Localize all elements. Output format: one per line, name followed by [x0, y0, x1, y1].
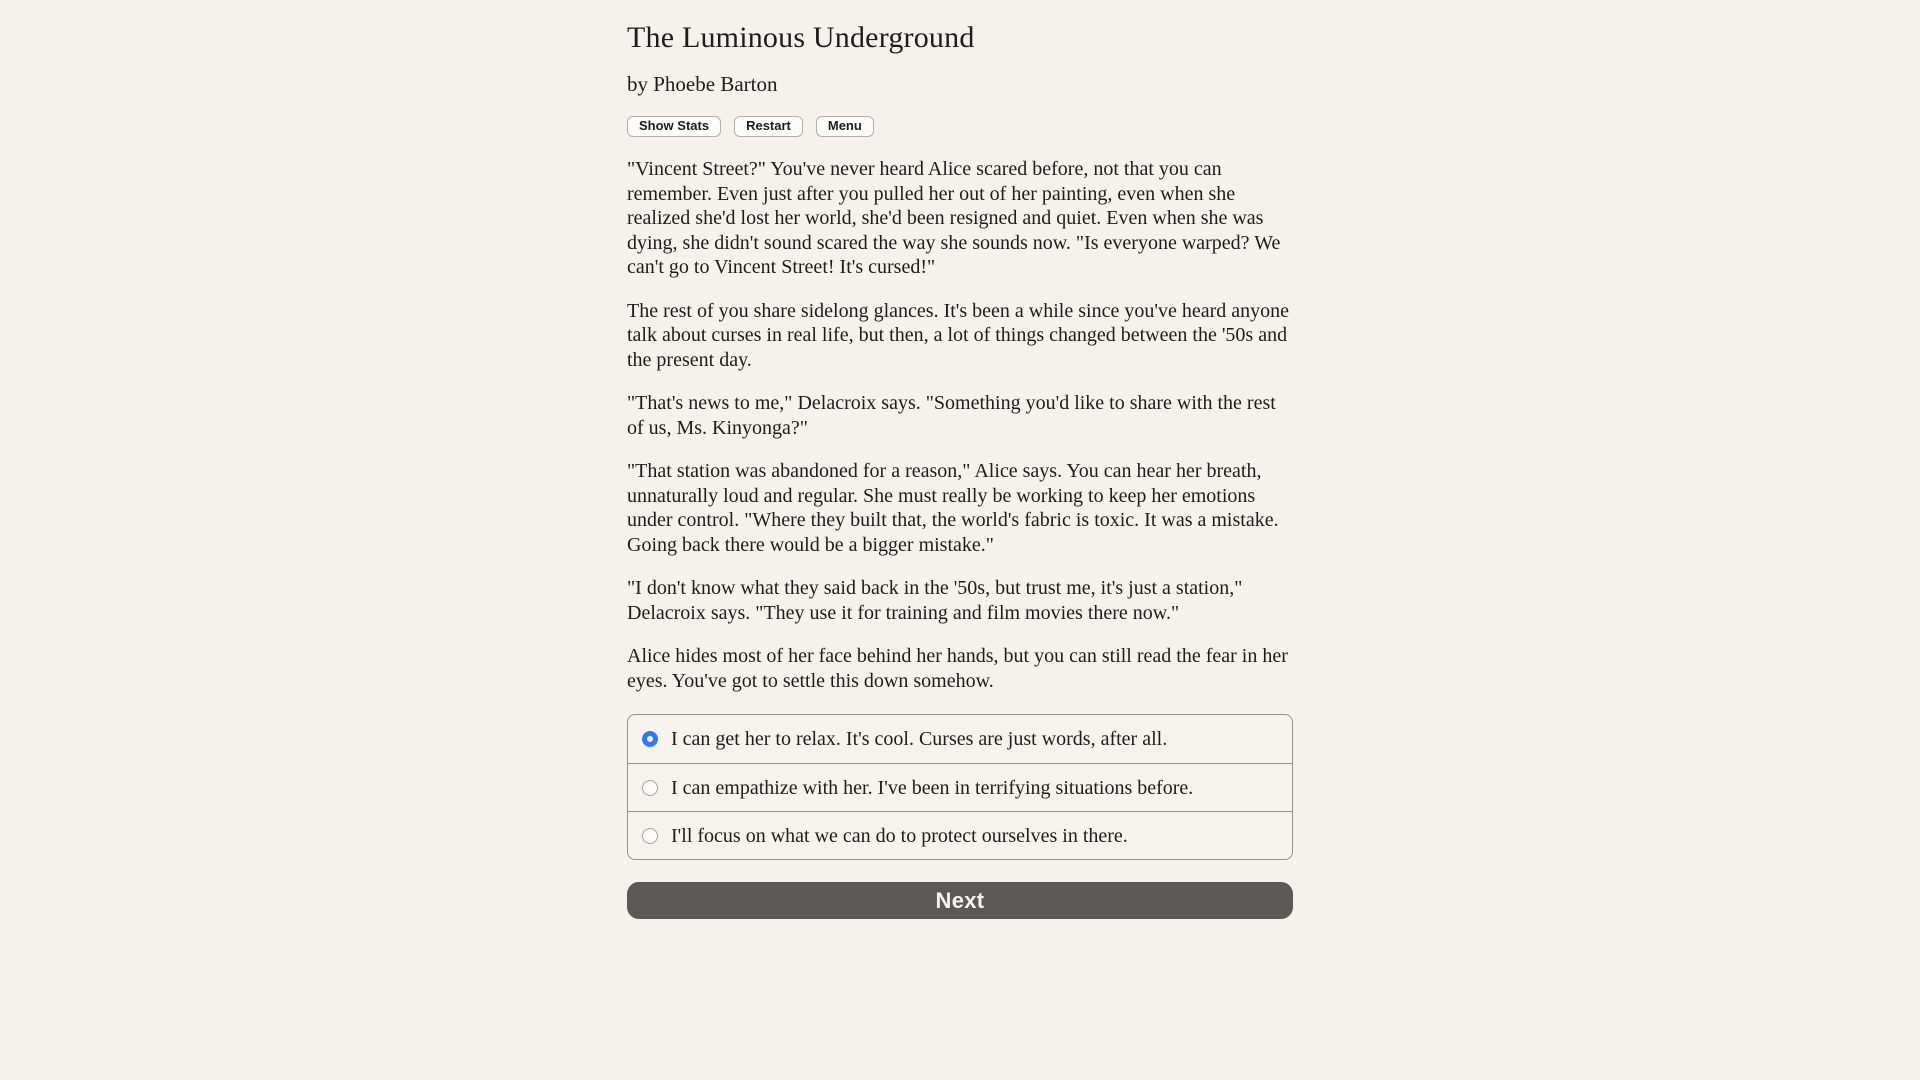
- choice-option-label: I'll focus on what we can do to protect ourselves in there.: [671, 824, 1128, 847]
- author-byline: by Phoebe Barton: [627, 72, 778, 96]
- choice-list: [627, 714, 1293, 860]
- radio-button-icon[interactable]: [642, 828, 658, 844]
- story-paragraph: Alice hides most of her face behind her hands, but you can still read the fear in her eyes. You've got to settle this down somehow.: [627, 645, 1288, 692]
- game-content: [627, 0, 1293, 919]
- radio-button-icon[interactable]: [642, 780, 658, 796]
- choice-option-protect[interactable]: [628, 811, 1292, 859]
- story-paragraph: "I don't know what they said back in the '50s, but trust me, it's just a station," Delacroix says. "They use it for training and film movies there now.": [627, 577, 1243, 624]
- choice-option-empathize[interactable]: [628, 763, 1292, 811]
- radio-button-icon[interactable]: [642, 731, 658, 747]
- next-button[interactable]: Next: [627, 882, 1293, 919]
- choice-option-relax[interactable]: [628, 715, 1292, 763]
- story-paragraph: "Vincent Street?" You've never heard Alice scared before, not that you can remember. Even just after you pulled her out of her painting, even when she realized she'd lost her world, she'd been resigned and quiet. Even when she was dying, she didn't sound scared the way she sounds now. "Is everyone warped? We can't go to Vincent Street! It's cursed!": [627, 158, 1281, 278]
- menu-button[interactable]: Menu: [816, 116, 874, 137]
- restart-button[interactable]: Restart: [734, 116, 803, 137]
- story-paragraph: "That station was abandoned for a reason," Alice says. You can hear her breath, unnaturally loud and regular. She must really be working to keep her emotions under control. "Where they built that, the world's fabric is toxic. It was a mistake. Going back there would be a bigger mistake.": [627, 460, 1279, 556]
- toolbar: [627, 116, 1293, 137]
- story-text: [627, 157, 1293, 693]
- story-paragraph: "That's news to me," Delacroix says. "Something you'd like to share with the rest of us, Ms. Kinyonga?": [627, 392, 1276, 439]
- show-stats-button[interactable]: Show Stats: [627, 116, 721, 137]
- story-paragraph: The rest of you share sidelong glances. It's been a while since you've heard anyone talk about curses in real life, but then, a lot of things changed between the '50s and the present day.: [627, 299, 1289, 371]
- choice-option-label: I can empathize with her. I've been in terrifying situations before.: [671, 776, 1194, 799]
- choice-option-label: I can get her to relax. It's cool. Curses are just words, after all.: [671, 728, 1168, 750]
- page-title: The Luminous Underground: [627, 21, 975, 54]
